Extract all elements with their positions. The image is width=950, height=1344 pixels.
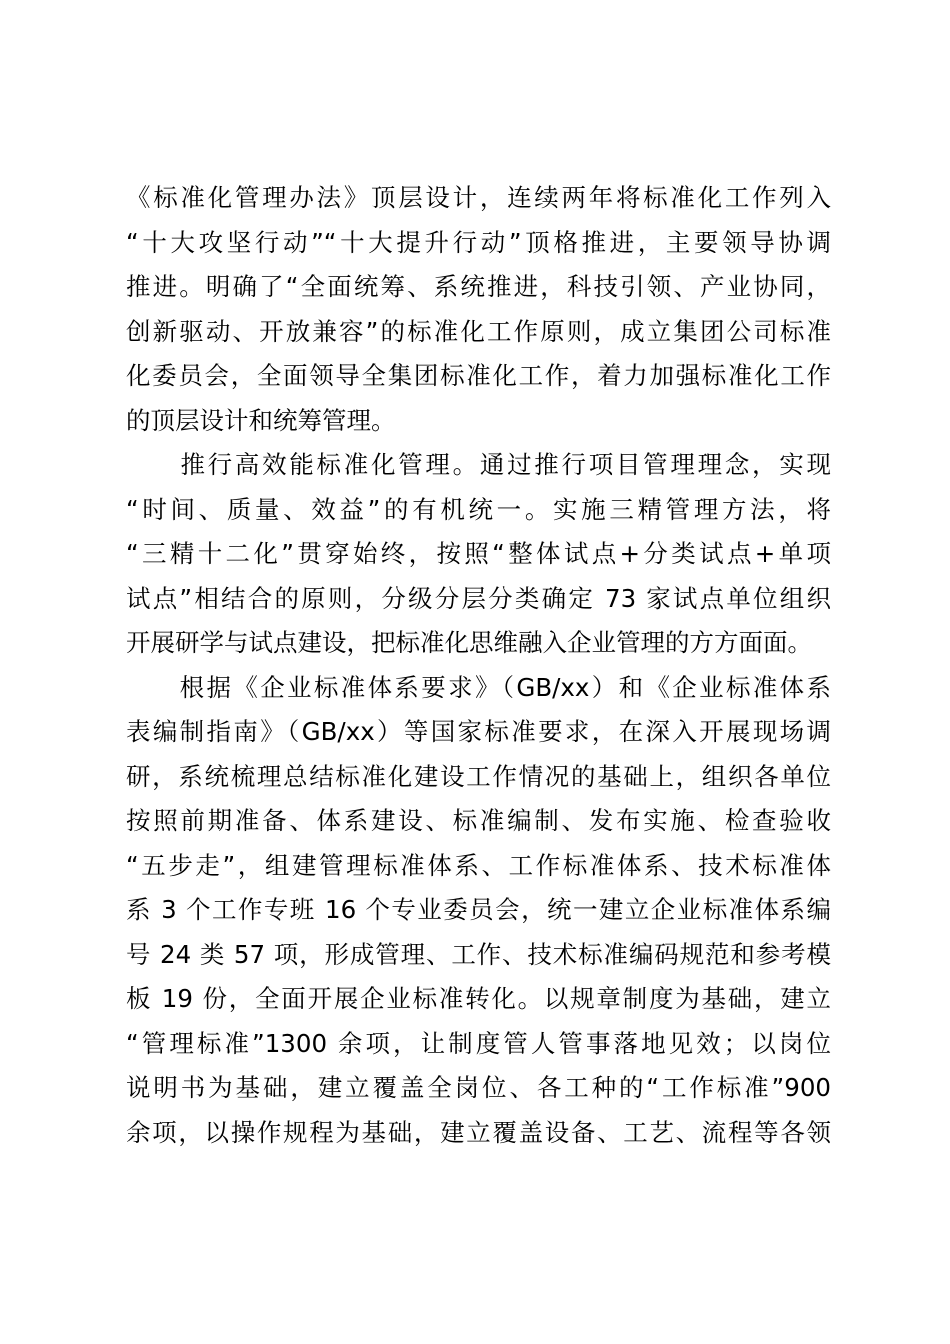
- text-line: 推进。明确了“全面统筹、系统推进，科技引领、产业协同，: [126, 272, 831, 301]
- text-line: 试点”相结合的原则，分级分层分类确定 73 家试点单位组织: [126, 583, 831, 613]
- text-line: 板 19 份，全面开展企业标准转化。以规章制度为基础，建立: [126, 984, 831, 1013]
- text-line: “三精十二化”贯穿始终，按照“整体试点+分类试点+单项: [126, 539, 831, 568]
- text-line: 按照前期准备、体系建设、标准编制、发布实施、检查验收: [126, 806, 831, 835]
- text-line: 开展研学与试点建设，把标准化思维融入企业管理的方方面面。: [126, 628, 812, 657]
- text-line: 的顶层设计和统筹管理。: [126, 405, 396, 435]
- text-line: 号 24 类 57 项，形成管理、工作、技术标准编码规范和参考模: [126, 939, 831, 969]
- body-text: [126, 176, 831, 1155]
- text-line: 余项，以操作规程为基础，建立覆盖设备、工艺、流程等各领: [126, 1117, 831, 1147]
- text-line: 系 3 个工作专班 16 个专业委员会，统一建立企业标准体系编: [126, 895, 831, 924]
- text-line: 表编制指南》（GB/xx）等国家标准要求，在深入开展现场调: [126, 717, 831, 746]
- text-line: 推行高效能标准化管理。通过推行项目管理理念，实现: [126, 450, 831, 479]
- text-line: 创新驱动、开放兼容”的标准化工作原则，成立集团公司标准: [126, 316, 831, 346]
- text-line: 说明书为基础，建立覆盖全岗位、各工种的“工作标准”900: [126, 1073, 831, 1102]
- text-line: 研，系统梳理总结标准化建设工作情况的基础上，组织各单位: [126, 761, 831, 791]
- text-line: “五步走”，组建管理标准体系、工作标准体系、技术标准体: [126, 850, 831, 880]
- text-line: “十大攻坚行动”“十大提升行动”顶格推进，主要领导协调: [126, 227, 831, 257]
- text-line: 根据《企业标准体系要求》（GB/xx）和《企业标准体系: [126, 672, 831, 702]
- text-line: “时间、质量、效益”的有机统一。实施三精管理方法，将: [126, 494, 831, 524]
- text-line: 《标准化管理办法》顶层设计，连续两年将标准化工作列入: [126, 183, 831, 212]
- text-line: “管理标准”1300 余项，让制度管人管事落地见效；以岗位: [126, 1028, 831, 1058]
- text-line: 化委员会，全面领导全集团标准化工作，着力加强标准化工作: [126, 361, 831, 390]
